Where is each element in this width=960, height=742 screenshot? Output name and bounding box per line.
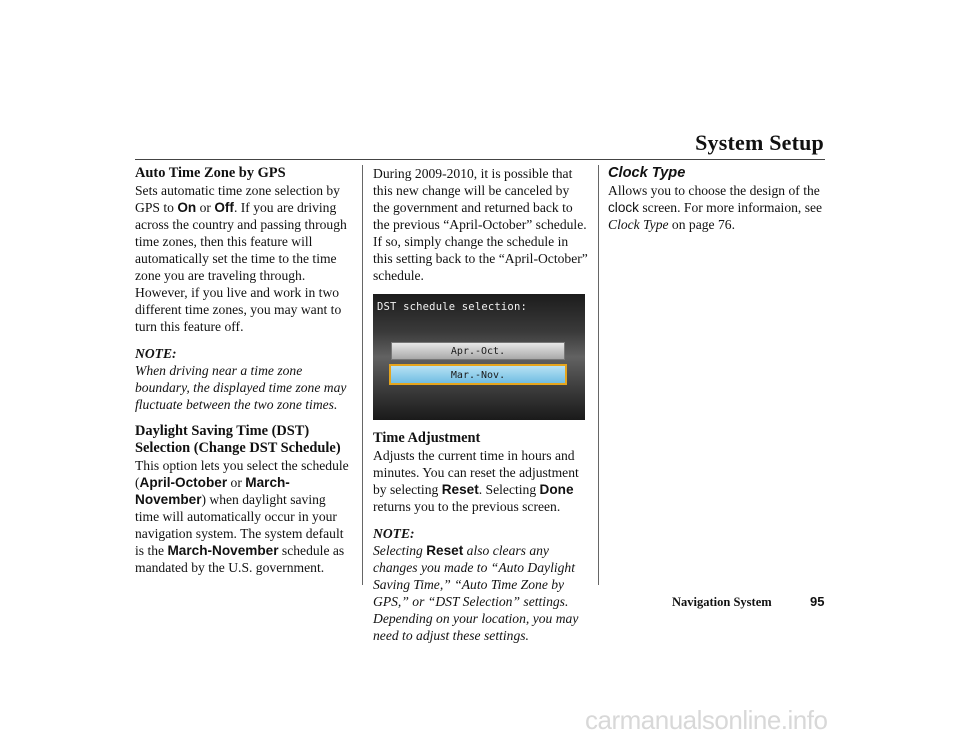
column-divider-1 <box>362 165 363 585</box>
april-october-option: April-October <box>139 475 228 490</box>
body-text: on page 76. <box>668 217 735 232</box>
mar-nov-button: Mar.-Nov. <box>389 364 567 385</box>
column-2 <box>373 165 589 644</box>
body-text: Selecting <box>373 543 427 558</box>
time-adjustment-heading: Time Adjustment <box>373 430 481 446</box>
footer-label: Navigation System <box>672 595 772 609</box>
clock-type-body <box>608 182 826 233</box>
header-rule <box>135 159 825 160</box>
body-text: Adjusts the current time in hours and minutes. You can reset the adjustment by selecting <box>373 448 579 497</box>
note-label: NOTE: <box>373 526 415 541</box>
march-november-option: March-November <box>135 475 290 507</box>
body-text: Allows you to choose the design of the <box>608 183 820 198</box>
dst-body <box>135 457 353 576</box>
body-text: also clears any changes you made to “Auto Daylight Saving Time,” “Auto Time Zone by GPS,” or “DST Selection” settings. Depending on your location, you may need to adjust these settings. <box>373 543 579 643</box>
clock-type-reference: Clock Type <box>608 217 669 232</box>
auto-time-zone-heading: Auto Time Zone by GPS <box>135 165 286 181</box>
column-3 <box>608 165 826 233</box>
march-november-option: March-November <box>167 543 279 558</box>
body-text: . If you are driving across the country and passing through time zones, then this feature will automatically set the time to the time zone you are traveling through. However, if you live and work in two different time zones, you may want to turn this feature off. <box>135 200 347 334</box>
body-text: or <box>196 200 215 215</box>
column-1 <box>135 165 353 576</box>
dst-intro: During 2009-2010, it is possible that this new change will be canceled by the government and returned back to the previous “April-October” schedule. If so, simply change the schedule in this setting back to the “April-October” schedule. <box>373 166 588 283</box>
dst-screen-title: DST schedule selection: <box>377 301 527 313</box>
apr-oct-button: Apr.-Oct. <box>391 342 565 360</box>
done-option: Done <box>539 482 574 497</box>
body-text: or <box>227 475 246 490</box>
off-option: Off <box>214 200 234 215</box>
reset-option: Reset <box>426 543 464 558</box>
dst-screen-image <box>373 294 585 420</box>
clock-type-heading: Clock Type <box>608 165 686 181</box>
auto-time-zone-body <box>135 182 353 335</box>
body-text: screen. For more informaion, see <box>638 200 823 215</box>
on-option: On <box>177 200 197 215</box>
body-text: ) when daylight saving time will automatically occur in your navigation system. The system default is the <box>135 492 344 558</box>
watermark: carmanualsonline.info <box>585 705 828 735</box>
reset-option: Reset <box>441 482 479 497</box>
dst-heading-line-2: Selection (Change DST Schedule) <box>135 440 341 456</box>
dst-heading-line-1: Daylight Saving Time (DST) <box>135 423 310 439</box>
auto-time-zone-note: When driving near a time zone boundary, the displayed time zone may fluctuate between the two zone times. <box>135 363 347 412</box>
time-adjustment-body <box>373 447 589 515</box>
time-adjustment-note <box>373 542 589 644</box>
body-text: schedule as mandated by the U.S. government. <box>135 543 345 575</box>
clock-option: clock <box>608 200 639 215</box>
page-number: 95 <box>810 594 825 609</box>
column-divider-2 <box>598 165 599 585</box>
body-text: returns you to the previous screen. <box>373 499 561 514</box>
body-text: This option lets you select the schedule ( <box>135 458 349 490</box>
page-title: System Setup <box>695 130 824 155</box>
body-text: . Selecting <box>478 482 540 497</box>
note-label: NOTE: <box>135 346 177 361</box>
body-text: Sets automatic time zone selection by GPS to <box>135 183 340 215</box>
